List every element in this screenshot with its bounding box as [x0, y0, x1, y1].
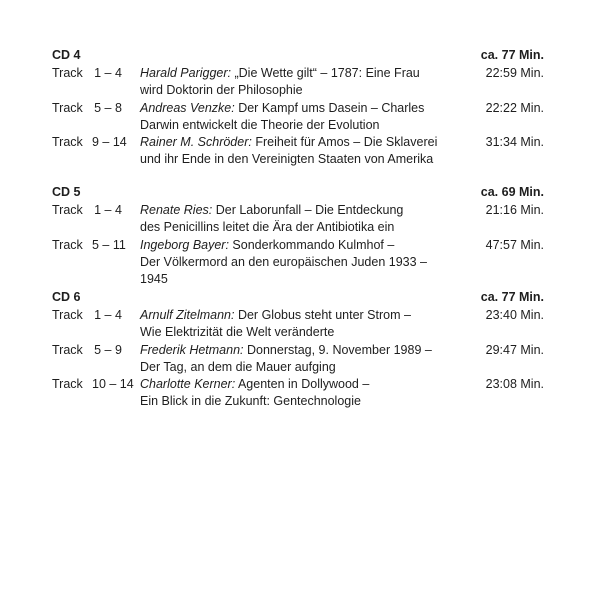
- track-title-line2: und ihr Ende in den Vereinigten Staaten von Amerika: [140, 152, 434, 166]
- track-description: [140, 100, 458, 134]
- cd-header: [52, 185, 544, 202]
- track-range: 1 – 4: [94, 66, 122, 80]
- cd-duration: ca. 69 Min.: [480, 185, 544, 199]
- track-label: Track: [52, 203, 83, 217]
- cd-duration: ca. 77 Min.: [480, 48, 544, 62]
- cd-header: [52, 290, 544, 307]
- track-label: Track: [52, 377, 83, 391]
- track-description: [140, 307, 458, 341]
- track-title-line2: Darwin entwickelt die Theorie der Evolution: [140, 117, 380, 132]
- track-range: 5 – 8: [94, 100, 122, 115]
- track-title-line2: Wie Elektrizität die Welt veränderte: [140, 325, 335, 339]
- track-time: 22:22 Min.: [485, 100, 544, 115]
- cd-title: CD 4: [52, 48, 81, 62]
- track-time: 47:57 Min.: [485, 237, 544, 252]
- track-label: Track: [52, 308, 83, 322]
- track-author: Renate Ries:: [140, 203, 213, 217]
- track-time: 23:40 Min.: [485, 308, 544, 322]
- track-row: [52, 376, 544, 411]
- track-title-line1: Sonderkommando Kulmhof –: [228, 237, 395, 252]
- cd-title: CD 6: [52, 290, 81, 304]
- track-range: 10 – 14: [92, 377, 134, 391]
- track-title-line1: Donnerstag, 9. November 1989 –: [243, 342, 432, 357]
- track-row: [52, 134, 544, 169]
- track-label: Track: [52, 100, 83, 115]
- track-author: Harald Parigger:: [140, 66, 232, 80]
- track-time: 29:47 Min.: [485, 342, 544, 357]
- track-time: 23:08 Min.: [485, 377, 544, 391]
- track-range: 1 – 4: [94, 308, 122, 322]
- track-label: Track: [52, 342, 83, 357]
- track-description: [140, 65, 458, 99]
- track-author: Charlotte Kerner:: [140, 377, 236, 391]
- track-row: [52, 65, 544, 100]
- track-row: [52, 307, 544, 342]
- track-title-line1: Der Laborunfall – Die Entdeckung: [212, 203, 404, 217]
- track-label: Track: [52, 237, 83, 252]
- track-title-line1: Agenten in Dollywood –: [235, 377, 370, 391]
- track-author: Frederik Hetmann:: [140, 342, 244, 357]
- track-title-line1: Der Globus steht unter Strom –: [234, 308, 411, 322]
- track-range: 9 – 14: [92, 135, 127, 149]
- track-author: Andreas Venzke:: [140, 100, 235, 115]
- track-label: Track: [52, 135, 83, 149]
- cd-section-6: [52, 290, 544, 411]
- cd-section-5: [52, 185, 544, 286]
- track-title-line1: Freiheit für Amos – Die Sklaverei: [251, 135, 438, 149]
- track-author: Arnulf Zitelmann:: [140, 308, 235, 322]
- track-row: [52, 342, 544, 377]
- cd-section-4: [52, 48, 544, 169]
- track-time: 31:34 Min.: [485, 135, 544, 149]
- track-title-line2: wird Doktorin der Philosophie: [140, 83, 303, 97]
- track-range: 5 – 11: [92, 237, 126, 252]
- cd-title: CD 5: [52, 185, 81, 199]
- track-range: 1 – 4: [94, 203, 122, 217]
- track-title-line1: Der Kampf ums Dasein – Charles: [234, 100, 425, 115]
- track-time: 21:16 Min.: [485, 203, 544, 217]
- track-row: [52, 237, 544, 286]
- track-author: Rainer M. Schröder:: [140, 135, 252, 149]
- track-title-line2: Der Völkermord an den europäischen Juden 1933 – 1945: [140, 254, 427, 286]
- track-description: [140, 342, 458, 376]
- track-title-line2: Der Tag, an dem die Mauer aufging: [140, 359, 336, 374]
- track-title-line1: „Die Wette gilt“ – 1787: Eine Frau: [231, 66, 420, 80]
- track-title-line2: Ein Blick in die Zukunft: Gentechnologie: [140, 394, 361, 408]
- track-description: [140, 376, 458, 410]
- track-description: [140, 134, 458, 168]
- track-author: Ingeborg Bayer:: [140, 237, 229, 252]
- track-range: 5 – 9: [94, 342, 122, 357]
- track-label: Track: [52, 66, 83, 80]
- track-description: [140, 202, 458, 236]
- track-row: [52, 202, 544, 237]
- cd-duration: ca. 77 Min.: [480, 290, 544, 304]
- track-row: [52, 100, 544, 135]
- track-time: 22:59 Min.: [485, 66, 544, 80]
- cd-header: [52, 48, 544, 65]
- track-description: [140, 237, 458, 288]
- track-title-line2: des Penicillins leitet die Ära der Antibiotika ein: [140, 220, 395, 234]
